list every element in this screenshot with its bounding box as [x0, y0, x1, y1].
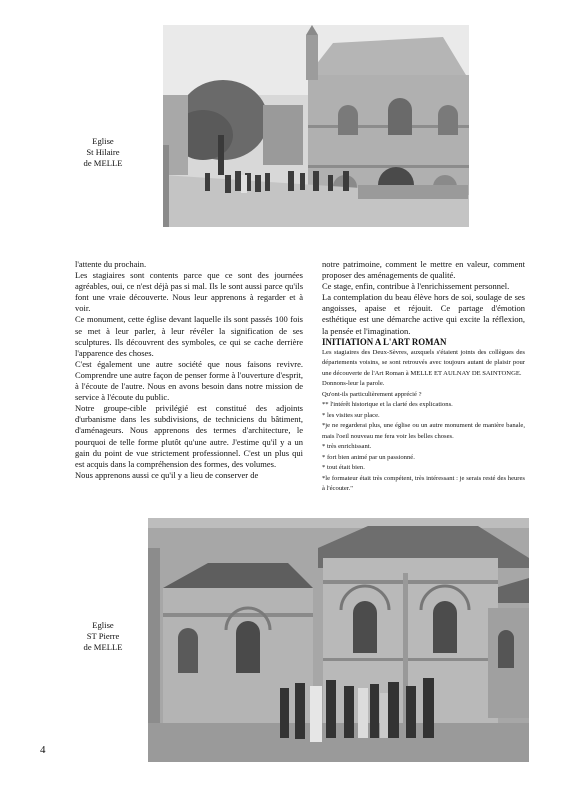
- testimonials: [322, 348, 525, 495]
- paragraph: Ce stage, enfin, contribue à l'enrichissement personnel.: [322, 281, 510, 292]
- caption-bottom-line: Eglise: [92, 620, 114, 630]
- caption-top-line: St Hilaire: [86, 147, 120, 157]
- caption-bottom-line: de MELLE: [83, 642, 123, 652]
- paragraph: Les stagiaires sont contents parce que ce sont des journées agréables, oui, ce n'est déjà pas si mal. Ils le sont aussi parce qu'ils font une vraie découverte. Nous leur apprenons à regarder et à voir.: [75, 270, 303, 314]
- paragraph: La contemplation du beau élève hors de soi, soulage de ses angoisses, apaise et réjouit. Ce partage d'émotion esthétique est une démarche active qui excite la réflexion, la pensée et l'imagination.: [322, 292, 525, 336]
- right-text-column: [322, 259, 525, 495]
- quote-item: * fort bien animé par un passionné.: [322, 453, 415, 461]
- section-heading: INITIATION A L'ART ROMAN: [322, 336, 447, 347]
- paragraph: Ce monument, cette église devant laquelle ils sont passés 100 fois se met à leur parler, à leur révéler la signification de ses sculptures. Ils découvrent des symboles, ce qui se cache derrière l'apparence des choses.: [75, 314, 303, 358]
- caption-bottom-line: ST Pierre: [86, 631, 120, 641]
- intro-paragraph: Les stagiaires des Deux-Sèvres, auxquels s'étaient joints des collègues des départements voisins, se sont retrouvés avec toujours autant de plaisir pour une découverte de l'Art Roman à MELLE ET AULNAY DE SAINTONGE.: [322, 348, 525, 377]
- quote-item: *le formateur était très compétent, très intéressant : je serais resté des heures à l'écouter.": [322, 474, 525, 493]
- quote-item: ** l'intérêt historique et la clarté des explications.: [322, 401, 453, 409]
- page-number: 4: [40, 744, 46, 756]
- quote-item: * les visites sur place.: [322, 411, 380, 419]
- quote-item: * très enrichissant.: [322, 443, 372, 451]
- photo-st-hilaire: [163, 25, 469, 227]
- paragraph: l'attente du prochain.: [75, 259, 147, 269]
- caption-bottom: [68, 620, 138, 653]
- photo-st-pierre: [148, 518, 529, 762]
- prompt-line: Donnons-leur la parole.: [322, 380, 385, 388]
- left-text-column: [75, 259, 303, 481]
- paragraph: notre patrimoine, comment le mettre en valeur, comment proposer des aménagements de qualité.: [322, 259, 525, 281]
- caption-top-line: de MELLE: [83, 158, 123, 168]
- caption-top: [68, 136, 138, 169]
- quote-item: *je ne regarderai plus, une église ou un autre monument de manière banale, mais l'oeil nouveau me fera voir les belles choses.: [322, 422, 525, 440]
- paragraph: Notre groupe-cible privilégié est constitué des adjoints d'urbanisme dans les subdivisions, de techniciens du bâtiment, d'aménageurs. Nous apprenons des termes d'architecture, le pourquoi de telle forme plutôt qu'une autre. J'estime qu'il y a un gain du point de vue strictement professionnel. C'est un plus qui est acquis dans la compréhension des formes, des volumes.: [75, 403, 303, 469]
- paragraph: Nous apprenons aussi ce qu'il y a lieu de conserver de: [75, 469, 259, 480]
- caption-top-line: Eglise: [92, 136, 114, 146]
- quote-item: * tout était bien.: [322, 464, 365, 472]
- paragraph: C'est également une autre société que nous faisons revivre. Comprendre une autre façon de penser forme à l'ouverture d'esprit, à l'écoute de l'autre. Nous en avons besoin dans notre mission de service à l'écoute du public.: [75, 358, 303, 403]
- question-line: Qu'ont-ils particulièrement apprécié ?: [322, 390, 422, 398]
